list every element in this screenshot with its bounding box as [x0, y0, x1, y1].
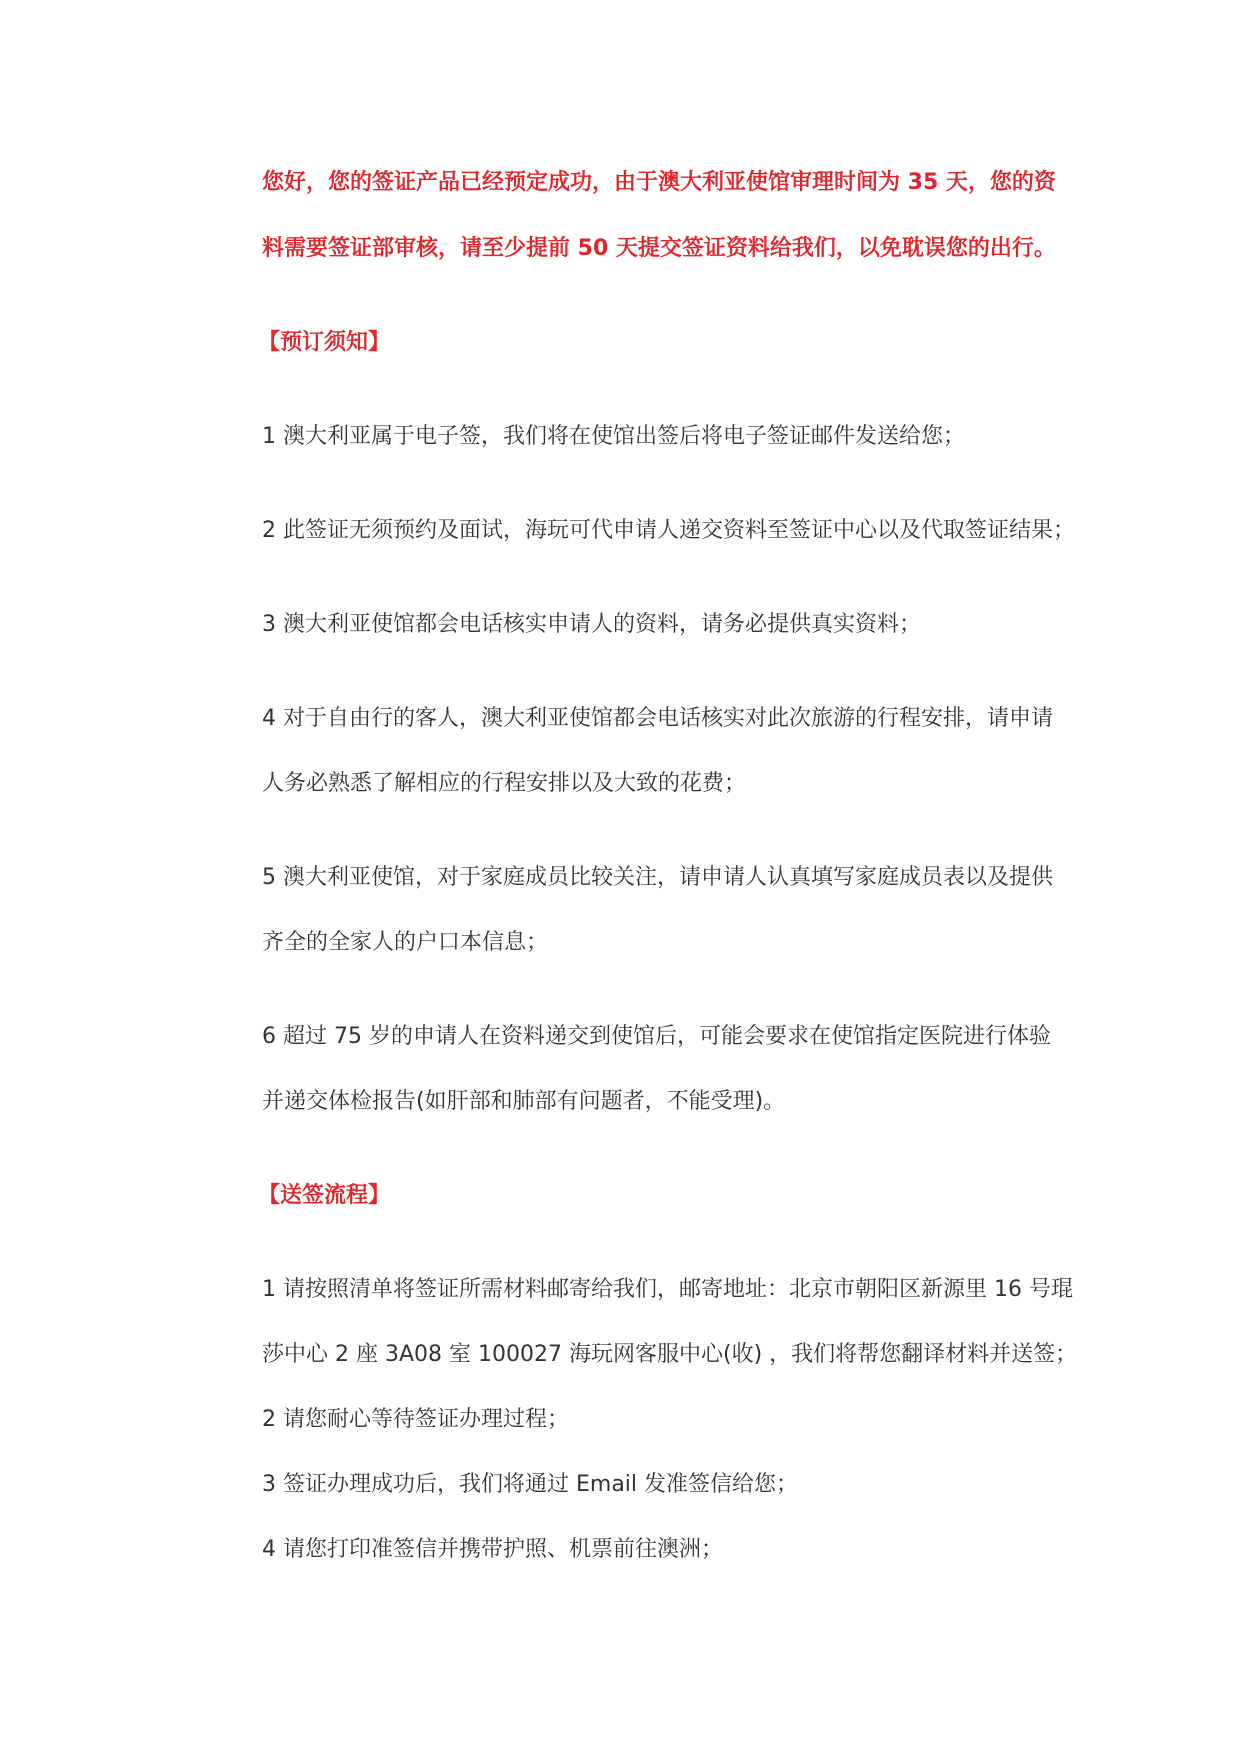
- booking-item-4-line-1: 4 对于自由行的客人，澳大利亚使馆都会电话核实对此次旅游的行程安排，请申请: [262, 706, 1053, 731]
- booking-notice-heading: 【预订须知】: [258, 330, 391, 355]
- process-item-4: 4 请您打印准签信并携带护照、机票前往澳洲；: [262, 1537, 723, 1562]
- process-item-1-line-1: 1 请按照清单将签证所需材料邮寄给我们，邮寄地址：北京市朝阳区新源里 16 号琨: [262, 1277, 1073, 1302]
- process-heading: 【送签流程】: [258, 1183, 391, 1208]
- booking-item-5-line-2: 齐全的全家人的户口本信息；: [262, 930, 549, 955]
- process-item-2: 2 请您耐心等待签证办理过程；: [262, 1407, 569, 1432]
- booking-item-1: 1 澳大利亚属于电子签，我们将在使馆出签后将电子签证邮件发送给您；: [262, 424, 965, 449]
- process-item-1-line-2: 莎中心 2 座 3A08 室 100027 海玩网客服中心(收) ，我们将帮您翻译材料并送签；: [262, 1342, 1078, 1367]
- notice-line-2: 料需要签证部审核，请至少提前 50 天提交签证资料给我们，以免耽误您的出行。: [262, 236, 1056, 261]
- booking-item-6-line-1: 6 超过 75 岁的申请人在资料递交到使馆后，可能会要求在使馆指定医院进行体验: [262, 1024, 1051, 1049]
- booking-item-4-line-2: 人务必熟悉了解相应的行程安排以及大致的花费；: [262, 771, 747, 796]
- booking-item-2: 2 此签证无须预约及面试，海玩可代申请人递交资料至签证中心以及代取签证结果；: [262, 518, 1075, 543]
- booking-item-3: 3 澳大利亚使馆都会电话核实申请人的资料，请务必提供真实资料；: [262, 612, 921, 637]
- booking-item-6-line-2: 并递交体检报告(如肝部和肺部有问题者，不能受理)。: [262, 1089, 786, 1114]
- notice-line-1: 您好，您的签证产品已经预定成功，由于澳大利亚使馆审理时间为 35 天，您的资: [262, 170, 1056, 195]
- process-item-3: 3 签证办理成功后，我们将通过 Email 发准签信给您；: [262, 1472, 799, 1497]
- booking-item-5-line-1: 5 澳大利亚使馆，对于家庭成员比较关注，请申请人认真填写家庭成员表以及提供: [262, 865, 1053, 890]
